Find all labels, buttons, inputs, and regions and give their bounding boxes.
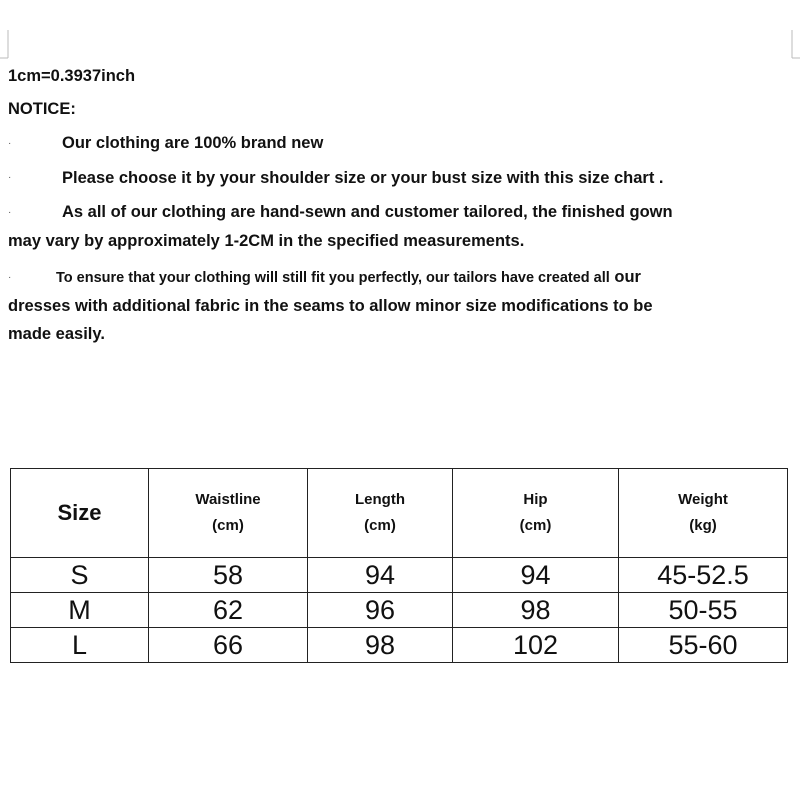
bullet-text-small: To ensure that your clothing will still fit you perfectly, our tailors have created all [56, 269, 610, 286]
cell-hip: 102 [453, 628, 619, 663]
corner-mark-right [786, 0, 800, 60]
bullet-text-large: our [609, 267, 641, 286]
cell-size: M [11, 593, 149, 628]
corner-mark-left [0, 0, 14, 60]
table-row [11, 558, 788, 593]
bullet-dot: · [8, 137, 12, 149]
cell-length: 98 [308, 628, 453, 663]
header-weight: Weight (kg) [619, 469, 788, 558]
header-size: Size [11, 469, 149, 558]
notice-bullet-3 [8, 200, 788, 225]
header-waistline: Waistline (cm) [149, 469, 308, 558]
cell-waistline: 58 [149, 558, 308, 593]
bullet-text: Please choose it by your shoulder size or your bust size with this size chart . [62, 168, 664, 187]
cell-waistline: 62 [149, 593, 308, 628]
cell-size: S [11, 558, 149, 593]
notice-bullet-1 [8, 131, 788, 156]
notice-bullet-2 [8, 166, 788, 191]
cell-hip: 98 [453, 593, 619, 628]
cell-weight: 55-60 [619, 628, 788, 663]
bullet-dot: · [8, 271, 12, 283]
cell-weight: 45-52.5 [619, 558, 788, 593]
notice-bullet-3-continued: may vary by approximately 1-2CM in the specified measurements. [8, 231, 525, 250]
notice-bullet-4-line2: dresses with additional fabric in the seams to allow minor size modifications to be [8, 296, 653, 315]
cell-waistline: 66 [149, 628, 308, 663]
bullet-dot: · [8, 206, 12, 218]
bullet-text: Our clothing are 100% brand new [62, 134, 324, 152]
table-row [11, 628, 788, 663]
bullet-text: As all of our clothing are hand-sewn and customer tailored, the finished gown [62, 203, 673, 222]
size-chart-header-row [11, 469, 788, 558]
notice-title: NOTICE: [8, 100, 76, 118]
size-chart-table [10, 468, 788, 663]
cell-length: 94 [308, 558, 453, 593]
cell-weight: 50-55 [619, 593, 788, 628]
cell-size: L [11, 628, 149, 663]
notice-bullet-4-line3: made easily. [8, 324, 105, 343]
header-length: Length (cm) [308, 469, 453, 558]
table-row [11, 593, 788, 628]
notice-text-block [8, 64, 788, 346]
cell-hip: 94 [453, 558, 619, 593]
conversion-line: 1cm=0.3937inch [8, 67, 136, 85]
header-hip: Hip (cm) [453, 469, 619, 558]
cell-length: 96 [308, 593, 453, 628]
notice-bullet-4 [8, 265, 788, 290]
bullet-dot: · [8, 172, 12, 184]
